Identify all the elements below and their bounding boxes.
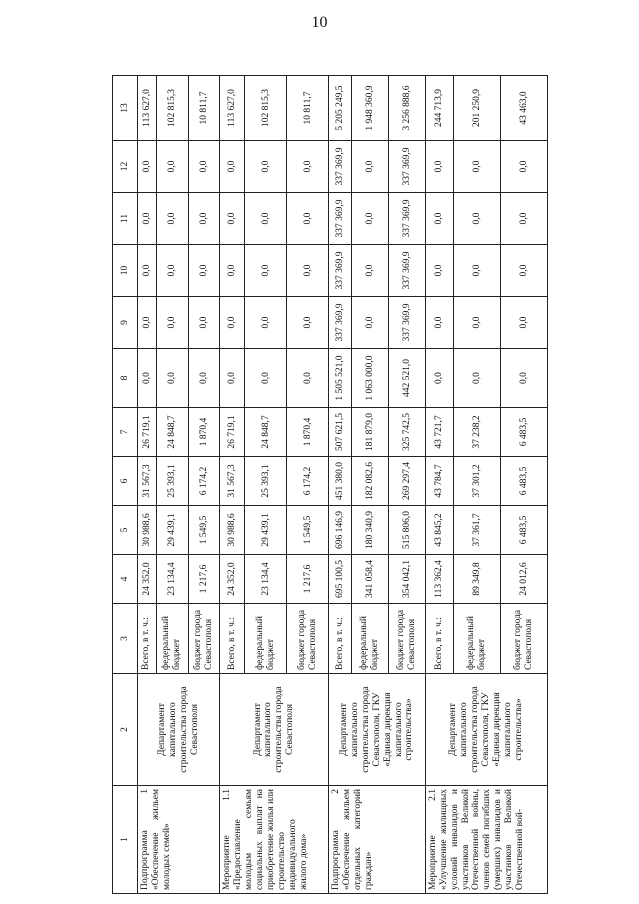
table-row xyxy=(220,76,245,894)
amount-cell: 0,0 xyxy=(425,245,453,297)
amount-cell: 337 369,9 xyxy=(388,297,425,349)
amount-cell: 0,0 xyxy=(156,349,188,408)
column-header: 1 xyxy=(113,786,138,894)
table-body xyxy=(138,76,548,894)
amount-cell: 26 719,1 xyxy=(220,408,245,457)
amount-cell: 0,0 xyxy=(188,245,220,297)
amount-cell: 102 815,3 xyxy=(156,76,188,141)
amount-cell: 24 848,7 xyxy=(156,408,188,457)
amount-cell: 43 721,7 xyxy=(425,408,453,457)
amount-cell: 0,0 xyxy=(425,349,453,408)
amount-cell: 0,0 xyxy=(156,245,188,297)
amount-cell: 0,0 xyxy=(453,193,500,245)
executor-cell: Департамент капитального строительства города Севастополя xyxy=(138,674,220,786)
amount-cell: 0,0 xyxy=(156,297,188,349)
amount-cell: 0,0 xyxy=(287,193,329,245)
amount-cell: 354 042,1 xyxy=(388,555,425,604)
amount-cell: 0,0 xyxy=(453,141,500,193)
amount-cell: 0,0 xyxy=(500,245,547,297)
funding-source-cell: Всего, в т. ч.: xyxy=(220,604,245,674)
amount-cell: 201 250,9 xyxy=(453,76,500,141)
amount-cell: 244 713,9 xyxy=(425,76,453,141)
amount-cell: 0,0 xyxy=(287,141,329,193)
table-frame xyxy=(112,76,548,894)
amount-cell: 31 567,3 xyxy=(220,457,245,506)
amount-cell: 113 362,4 xyxy=(425,555,453,604)
amount-cell: 0,0 xyxy=(188,193,220,245)
executor-cell: Департамент капитального строительства города Севастополя, ГКУ «Единая дирекция капитального строительства» xyxy=(329,674,425,786)
amount-cell: 24 848,7 xyxy=(245,408,287,457)
amount-cell: 6 483,5 xyxy=(500,506,547,555)
amount-cell: 0,0 xyxy=(156,141,188,193)
funding-source-cell: федеральный бюджет xyxy=(351,604,388,674)
amount-cell: 102 815,3 xyxy=(245,76,287,141)
amount-cell: 0,0 xyxy=(287,245,329,297)
funding-source-cell: бюджет города Севастополя xyxy=(287,604,329,674)
amount-cell: 0,0 xyxy=(287,297,329,349)
amount-cell: 1 217,6 xyxy=(188,555,220,604)
amount-cell: 337 369,9 xyxy=(388,193,425,245)
amount-cell: 451 380,0 xyxy=(329,457,351,506)
amount-cell: 180 340,9 xyxy=(351,506,388,555)
amount-cell: 3 256 888,6 xyxy=(388,76,425,141)
amount-cell: 1 549,5 xyxy=(287,506,329,555)
amount-cell: 0,0 xyxy=(245,245,287,297)
amount-cell: 696 146,9 xyxy=(329,506,351,555)
amount-cell: 29 439,1 xyxy=(156,506,188,555)
funding-source-cell: Всего, в т. ч.: xyxy=(425,604,453,674)
amount-cell: 30 988,6 xyxy=(138,506,157,555)
amount-cell: 337 369,9 xyxy=(329,297,351,349)
amount-cell: 0,0 xyxy=(453,349,500,408)
amount-cell: 1 505 521,0 xyxy=(329,349,351,408)
page-number: 10 xyxy=(311,14,328,31)
amount-cell: 0,0 xyxy=(245,349,287,408)
amount-cell: 113 627,0 xyxy=(220,76,245,141)
column-header: 10 xyxy=(113,245,138,297)
amount-cell: 515 806,0 xyxy=(388,506,425,555)
amount-cell: 0,0 xyxy=(188,297,220,349)
amount-cell: 0,0 xyxy=(351,141,388,193)
amount-cell: 337 369,9 xyxy=(329,245,351,297)
amount-cell: 1 217,6 xyxy=(287,555,329,604)
amount-cell: 25 393,1 xyxy=(245,457,287,506)
amount-cell: 0,0 xyxy=(220,297,245,349)
column-header: 9 xyxy=(113,297,138,349)
amount-cell: 341 058,4 xyxy=(351,555,388,604)
funding-source-cell: федеральный бюджет xyxy=(453,604,500,674)
amount-cell: 1 870,4 xyxy=(188,408,220,457)
budget-table xyxy=(112,75,548,894)
program-name-cell: Подпрограмма 1 «Обеспечение жильем молодых семей» xyxy=(138,786,220,894)
amount-cell: 43 784,7 xyxy=(425,457,453,506)
amount-cell: 182 082,6 xyxy=(351,457,388,506)
funding-source-cell: бюджет города Севастополя xyxy=(188,604,220,674)
amount-cell: 1 948 360,9 xyxy=(351,76,388,141)
column-header: 2 xyxy=(113,674,138,786)
table-row xyxy=(425,76,453,894)
amount-cell: 181 879,0 xyxy=(351,408,388,457)
amount-cell: 0,0 xyxy=(287,349,329,408)
amount-cell: 0,0 xyxy=(425,141,453,193)
amount-cell: 0,0 xyxy=(425,297,453,349)
amount-cell: 24 352,0 xyxy=(220,555,245,604)
amount-cell: 24 352,0 xyxy=(138,555,157,604)
column-header: 5 xyxy=(113,506,138,555)
amount-cell: 26 719,1 xyxy=(138,408,157,457)
amount-cell: 89 349,8 xyxy=(453,555,500,604)
amount-cell: 0,0 xyxy=(220,141,245,193)
funding-source-cell: федеральный бюджет xyxy=(156,604,188,674)
amount-cell: 6 174,2 xyxy=(287,457,329,506)
amount-cell: 113 627,0 xyxy=(138,76,157,141)
amount-cell: 30 988,6 xyxy=(220,506,245,555)
amount-cell: 1 549,5 xyxy=(188,506,220,555)
funding-source-cell: бюджет города Севастополя xyxy=(388,604,425,674)
header-row xyxy=(113,76,138,894)
table-row xyxy=(329,76,351,894)
amount-cell: 23 134,4 xyxy=(156,555,188,604)
amount-cell: 31 567,3 xyxy=(138,457,157,506)
amount-cell: 25 393,1 xyxy=(156,457,188,506)
amount-cell: 269 297,4 xyxy=(388,457,425,506)
amount-cell: 1 870,4 xyxy=(287,408,329,457)
amount-cell: 0,0 xyxy=(351,193,388,245)
amount-cell: 0,0 xyxy=(138,193,157,245)
amount-cell: 37 238,2 xyxy=(453,408,500,457)
amount-cell: 337 369,9 xyxy=(388,141,425,193)
funding-source-cell: бюджет города Севастополя xyxy=(500,604,547,674)
column-header: 4 xyxy=(113,555,138,604)
amount-cell: 23 134,4 xyxy=(245,555,287,604)
amount-cell: 0,0 xyxy=(245,141,287,193)
amount-cell: 442 521,0 xyxy=(388,349,425,408)
executor-cell: Департамент капитального строительства города Севастополя, ГКУ «Единая дирекция капитального строительства» xyxy=(425,674,547,786)
amount-cell: 37 301,2 xyxy=(453,457,500,506)
column-header: 8 xyxy=(113,349,138,408)
amount-cell: 10 811,7 xyxy=(287,76,329,141)
amount-cell: 0,0 xyxy=(188,141,220,193)
amount-cell: 0,0 xyxy=(138,141,157,193)
amount-cell: 5 205 249,5 xyxy=(329,76,351,141)
amount-cell: 337 369,9 xyxy=(388,245,425,297)
amount-cell: 0,0 xyxy=(156,193,188,245)
amount-cell: 0,0 xyxy=(188,349,220,408)
amount-cell: 6 174,2 xyxy=(188,457,220,506)
amount-cell: 1 063 000,0 xyxy=(351,349,388,408)
column-header: 13 xyxy=(113,76,138,141)
amount-cell: 24 012,6 xyxy=(500,555,547,604)
amount-cell: 337 369,9 xyxy=(329,193,351,245)
amount-cell: 0,0 xyxy=(500,141,547,193)
column-header: 11 xyxy=(113,193,138,245)
amount-cell: 43 845,2 xyxy=(425,506,453,555)
amount-cell: 0,0 xyxy=(453,245,500,297)
funding-source-cell: Всего, в т. ч.: xyxy=(329,604,351,674)
funding-source-cell: федеральный бюджет xyxy=(245,604,287,674)
amount-cell: 0,0 xyxy=(425,193,453,245)
amount-cell: 0,0 xyxy=(500,349,547,408)
table-row xyxy=(138,76,157,894)
amount-cell: 0,0 xyxy=(220,349,245,408)
amount-cell: 0,0 xyxy=(138,297,157,349)
amount-cell: 6 483,5 xyxy=(500,457,547,506)
program-name-cell: Мероприятие 2.1 «Улучшение жилищных условий инвалидов и участников Великой Отечественной войны, членов семей погибших (умерших) инвалидов и участников Великой Отечественной вой- xyxy=(425,786,547,894)
amount-cell: 0,0 xyxy=(351,297,388,349)
column-header: 12 xyxy=(113,141,138,193)
column-header: 3 xyxy=(113,604,138,674)
amount-cell: 0,0 xyxy=(500,297,547,349)
amount-cell: 325 742,5 xyxy=(388,408,425,457)
amount-cell: 0,0 xyxy=(138,349,157,408)
amount-cell: 0,0 xyxy=(500,193,547,245)
amount-cell: 507 621,5 xyxy=(329,408,351,457)
amount-cell: 10 811,7 xyxy=(188,76,220,141)
column-header: 6 xyxy=(113,457,138,506)
amount-cell: 0,0 xyxy=(220,245,245,297)
amount-cell: 0,0 xyxy=(220,193,245,245)
amount-cell: 0,0 xyxy=(245,297,287,349)
column-header: 7 xyxy=(113,408,138,457)
amount-cell: 337 369,9 xyxy=(329,141,351,193)
amount-cell: 0,0 xyxy=(245,193,287,245)
amount-cell: 0,0 xyxy=(453,297,500,349)
amount-cell: 6 483,5 xyxy=(500,408,547,457)
amount-cell: 695 100,5 xyxy=(329,555,351,604)
amount-cell: 29 439,1 xyxy=(245,506,287,555)
program-name-cell: Мероприятие 1.1 «Предоставление молодым семьям социальных выплат на приобретение жилья или строительство индивидуального жилого дома» xyxy=(220,786,329,894)
amount-cell: 0,0 xyxy=(351,245,388,297)
executor-cell: Департамент капитального строительства города Севастополя xyxy=(220,674,329,786)
funding-source-cell: Всего, в т. ч.: xyxy=(138,604,157,674)
program-name-cell: Подпрограмма 2 «Обеспечение жильем отдельных категорий граждан» xyxy=(329,786,425,894)
amount-cell: 43 463,0 xyxy=(500,76,547,141)
amount-cell: 0,0 xyxy=(138,245,157,297)
amount-cell: 37 361,7 xyxy=(453,506,500,555)
